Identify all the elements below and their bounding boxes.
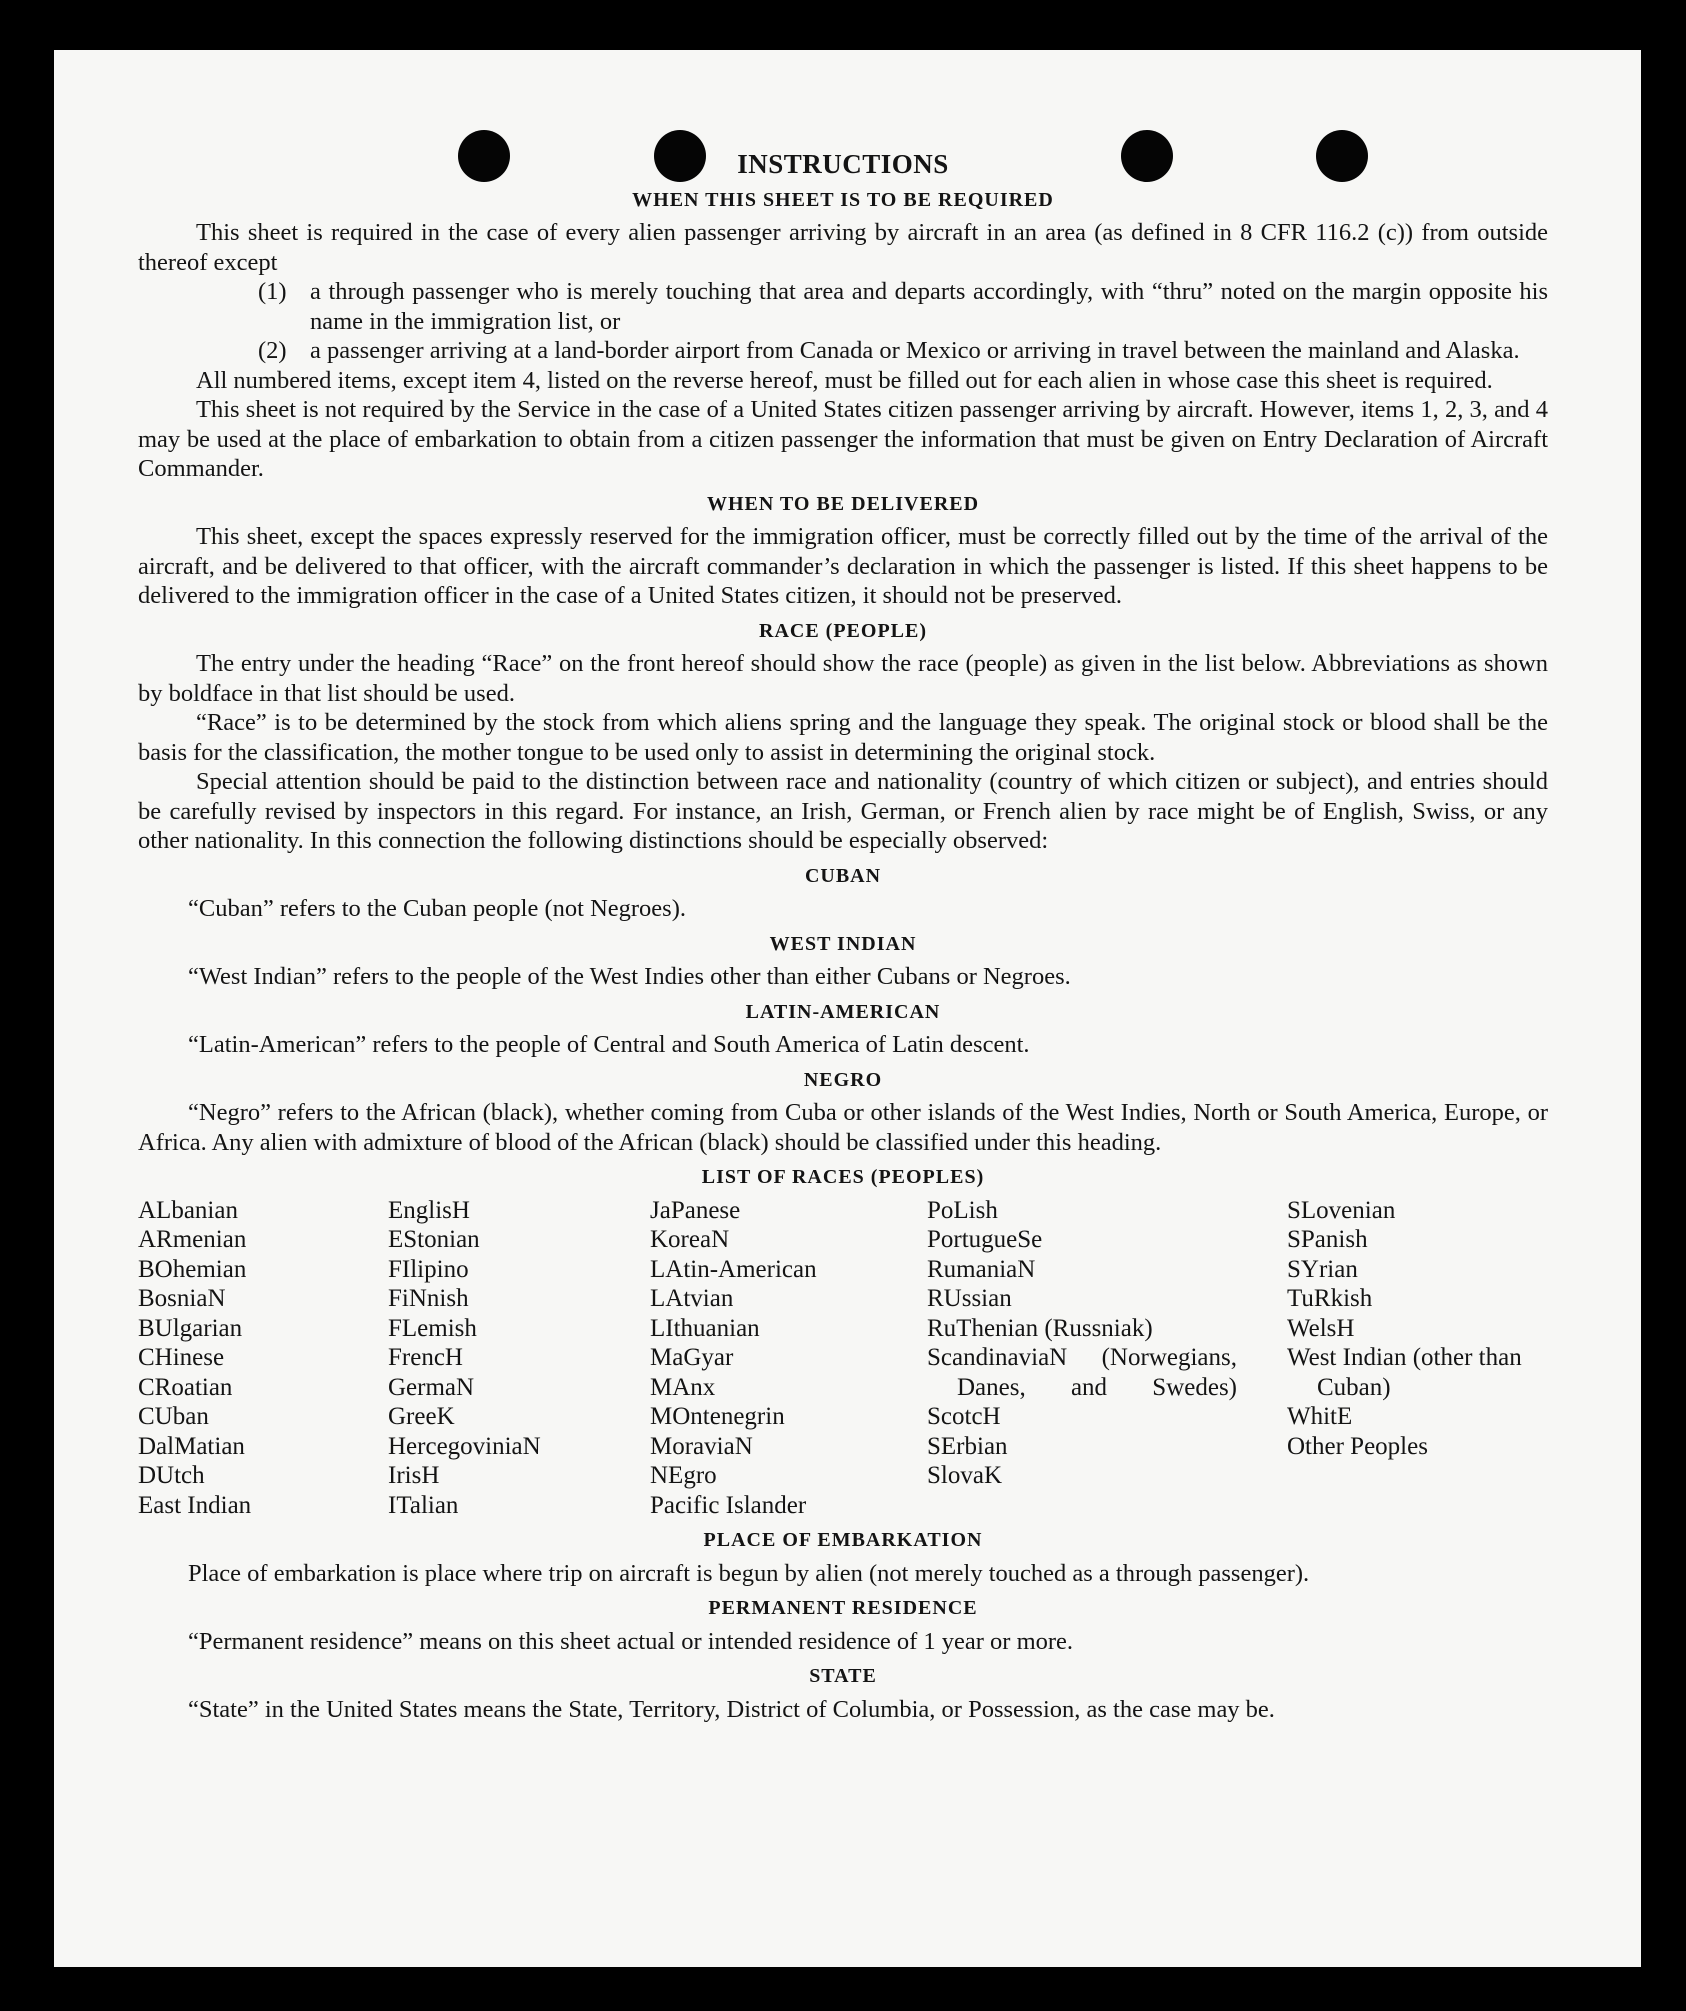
race-entry: CRoatian	[138, 1373, 233, 1401]
race-entry: FiNnish	[388, 1285, 469, 1312]
definition-cuban: “Cuban” refers to the Cuban people (not Negroes).	[188, 895, 686, 922]
numbered-items-paragraph: All numbered items, except item 4, listed on the reverse hereof, must be filled out for each alien in whose case this sheet is required.	[196, 366, 1493, 394]
race-entry: DalMatian	[138, 1432, 245, 1460]
race-entry: Other Peoples	[1287, 1432, 1428, 1460]
race-paragraph: Special attention should be paid to the distinction between race and nationality (country of which citizen or subject), and entries should be carefully revised by inspectors in this regard. For instance, an Irish, German, or French alien by race might be of English, Swiss, or any other nationality. In this connection the following distinctions should be especially observed:	[138, 768, 1548, 854]
race-entry: EnglisH	[388, 1196, 470, 1224]
race-paragraph: “Race” is to be determined by the stock from which aliens spring and the language they speak. The original stock or blood shall be the basis for the classification, the mother tongue to be used only to assist in determining the original stock.	[138, 709, 1548, 766]
race-entry: East Indian	[138, 1491, 252, 1519]
race-entry: SYrian	[1287, 1255, 1358, 1283]
races-column	[1287, 1196, 1557, 1521]
race-entry: Pacific Islander	[650, 1491, 807, 1519]
race-entry: BOhemian	[138, 1255, 247, 1283]
heading-west-indian: WEST INDIAN	[769, 932, 917, 955]
race-entry: IrisH	[388, 1462, 440, 1489]
heading-race: RACE (PEOPLE)	[759, 619, 927, 642]
race-entry: JaPanese	[650, 1196, 741, 1224]
definition-west-indian: “West Indian” refers to the people of the West Indies other than either Cubans or Negroes.	[188, 963, 1071, 990]
heading-when-required: WHEN THIS SHEET IS TO BE REQUIRED	[632, 188, 1054, 211]
heading-cuban: CUBAN	[804, 864, 882, 887]
races-column	[650, 1196, 927, 1521]
residence-text: “Permanent residence” means on this sheet actual or intended residence of 1 year or more.	[188, 1627, 1074, 1655]
race-paragraph: The entry under the heading “Race” on the front hereof should show the race (people) as given in the list below. Abbreviations as shown by boldface in that list should be used.	[138, 650, 1548, 707]
race-entry: PoLish	[927, 1196, 998, 1224]
race-entry: EStonian	[388, 1226, 480, 1253]
heading-negro: NEGRO	[803, 1068, 883, 1091]
race-entry: West Indian (other than Cuban)	[1287, 1344, 1522, 1401]
race-entry: NEgro	[650, 1462, 717, 1489]
race-entry: RumaniaN	[927, 1255, 1036, 1283]
when-delivered-text: This sheet, except the spaces expressly reserved for the immigration officer, must be correctly filled out by the time of the arrival of the aircraft, and be delivered to that officer, with the aircraft commander’s declaration in which the passenger is listed. If this sheet happens to be delivered to the immigration officer in the case of a United States citizen, it should not be preserved.	[138, 523, 1548, 609]
definition-negro: “Negro” refers to the African (black), whether coming from Cuba or other islands of the West Indies, North or South America, Europe, or Africa. Any alien with admixture of blood of the African (black) should be classified under this heading.	[138, 1099, 1548, 1156]
heading-state: STATE	[809, 1665, 877, 1687]
race-entry: FLemish	[388, 1314, 477, 1342]
race-entry: RUssian	[927, 1285, 1012, 1312]
races-column	[138, 1196, 388, 1521]
race-entry: ITalian	[388, 1491, 459, 1519]
race-entry: BUlgarian	[138, 1314, 243, 1342]
race-entry: FrencH	[388, 1344, 463, 1371]
race-entry: FIlipino	[388, 1255, 469, 1283]
heading-permanent-residence: PERMANENT RESIDENCE	[708, 1597, 978, 1619]
race-entry: PortugueSe	[927, 1226, 1043, 1253]
heading-when-delivered: WHEN TO BE DELIVERED	[706, 492, 980, 515]
race-entry: LAtvian	[650, 1285, 734, 1312]
race-entry: SlovaK	[927, 1462, 1002, 1489]
race-entry: CUban	[138, 1403, 209, 1430]
race-entry: MAnx	[650, 1373, 716, 1401]
race-entry: DUtch	[138, 1462, 205, 1489]
race-entry: MOntenegrin	[650, 1403, 785, 1430]
when-required-intro: This sheet is required in the case of every alien passenger arriving by aircraft in an area (as defined in 8 CFR 116.2 (c)) from outside thereof except	[138, 219, 1548, 276]
exception-item	[258, 336, 1548, 366]
definition-latin-american: “Latin-American” refers to the people of Central and South America of Latin descent.	[188, 1031, 1030, 1058]
page-title: INSTRUCTIONS	[737, 149, 949, 179]
race-entry: ARmenian	[138, 1226, 247, 1253]
exception-text: a passenger arriving at a land-border airport from Canada or Mexico or arriving in travel between the mainland and Alaska.	[310, 337, 1520, 364]
race-entry: TuRkish	[1287, 1285, 1373, 1312]
state-text: “State” in the United States means the State, Territory, District of Columbia, or Possession, as the case may be.	[188, 1695, 1275, 1723]
exception-number: (2)	[258, 337, 287, 364]
race-entry: SErbian	[927, 1432, 1008, 1460]
exception-number: (1)	[258, 278, 287, 305]
heading-latin-american: LATIN-AMERICAN	[745, 1000, 941, 1023]
instructions-body	[138, 150, 1548, 1724]
race-entry: SPanish	[1287, 1226, 1368, 1253]
heading-place-of-embarkation: PLACE OF EMBARKATION	[703, 1529, 983, 1551]
race-entry: MoraviaN	[650, 1432, 753, 1460]
race-entry: GreeK	[388, 1403, 455, 1430]
races-column	[927, 1196, 1287, 1521]
race-entry: HercegoviniaN	[388, 1432, 541, 1460]
exception-text: a through passenger who is merely touching that area and departs accordingly, with “thru” noted on the margin opposite his name in the immigration list, or	[310, 278, 1548, 335]
race-entry: ScandinaviaN (Norwegians, Danes, and Swedes)	[927, 1344, 1237, 1401]
embarkation-text: Place of embarkation is place where trip on aircraft is begun by alien (not merely touched as a through passenger).	[188, 1559, 1310, 1587]
heading-list-of-races: LIST OF RACES (PEOPLES)	[701, 1166, 985, 1188]
race-entry: WelsH	[1287, 1314, 1355, 1342]
race-entry: LIthuanian	[650, 1314, 760, 1342]
race-entry: RuThenian (Russniak)	[927, 1314, 1153, 1342]
race-entry: BosniaN	[138, 1285, 226, 1312]
race-entry: MaGyar	[650, 1344, 734, 1371]
race-entry: SLovenian	[1287, 1196, 1396, 1224]
race-entry: ScotcH	[927, 1403, 1001, 1430]
race-entry: LAtin-American	[650, 1255, 817, 1283]
race-entry: GermaN	[388, 1373, 475, 1401]
races-column	[388, 1196, 650, 1521]
race-entry: CHinese	[138, 1344, 225, 1371]
race-entry: WhitE	[1287, 1403, 1353, 1430]
races-list	[138, 1196, 1548, 1521]
citizen-paragraph: This sheet is not required by the Service in the case of a United States citizen passenger arriving by aircraft. However, items 1, 2, 3, and 4 may be used at the place of embarkation to obtain from a citizen passenger the information that must be given on Entry Declaration of Aircraft Commander.	[138, 396, 1548, 482]
race-entry: ALbanian	[138, 1196, 238, 1224]
exception-item	[258, 277, 1548, 336]
race-entry: KoreaN	[650, 1226, 730, 1253]
